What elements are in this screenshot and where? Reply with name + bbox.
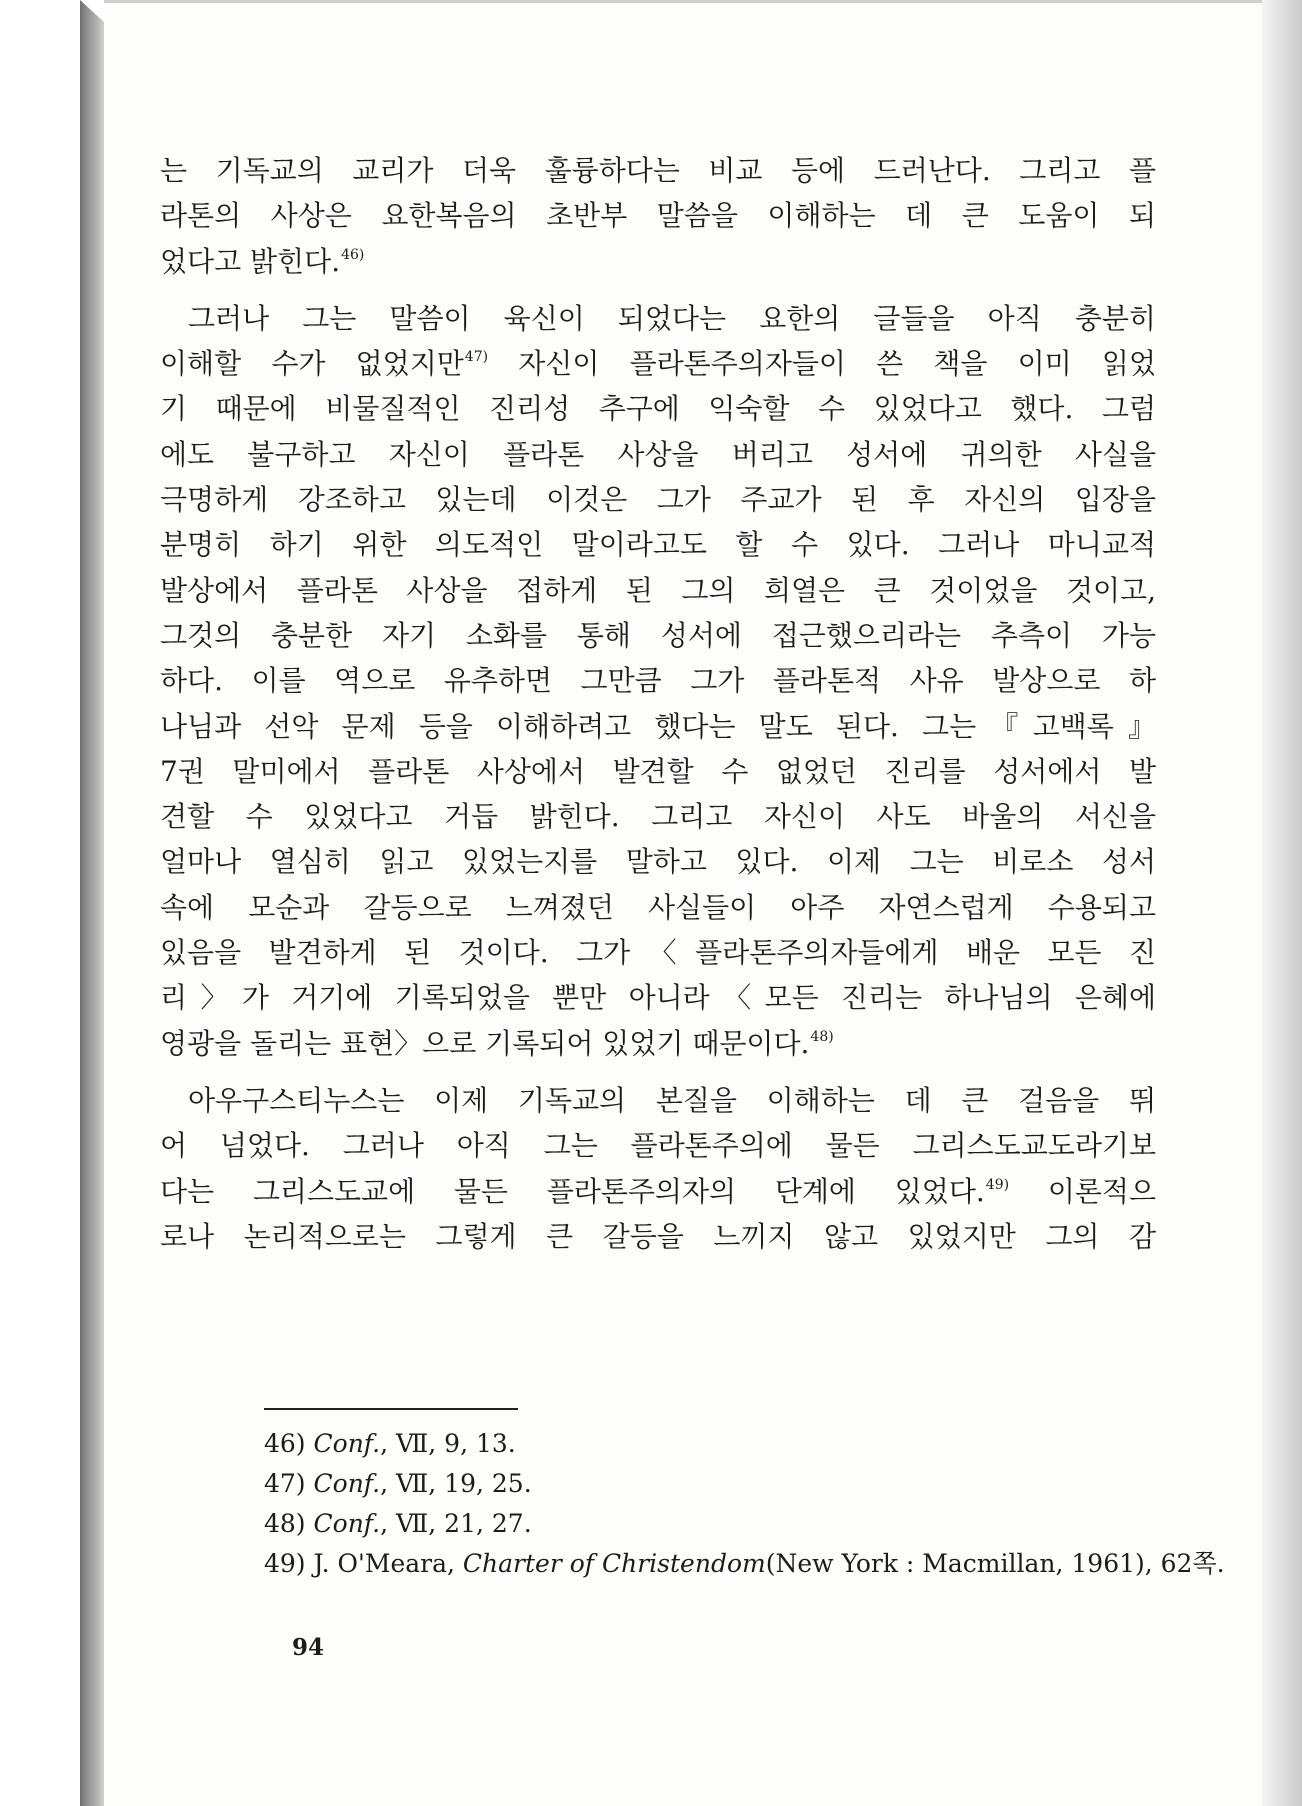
footnote-separator xyxy=(264,1408,518,1410)
footnote-49 xyxy=(264,1544,1225,1584)
footnote-title: Conf. xyxy=(313,1469,381,1498)
book-spine-edge xyxy=(80,0,104,1806)
footnote-46 xyxy=(264,1424,1164,1464)
footnote-number: 48) xyxy=(264,1509,306,1538)
paragraph-gap xyxy=(160,1066,1156,1078)
text-line xyxy=(160,341,1156,386)
footnote-ref-48[interactable]: 48) xyxy=(810,1028,834,1045)
footnote-number: 47) xyxy=(264,1469,306,1498)
book-spine-corner xyxy=(80,0,104,22)
text-line: 극명하게 강조하고 있는데 이것은 그가 주교가 된 후 자신의 입장을 xyxy=(160,483,1156,517)
footnote-ref-47[interactable]: 47) xyxy=(464,349,489,366)
paragraph-1 xyxy=(160,148,1156,284)
text-line: 에도 불구하고 자신이 플라톤 사상을 버리고 성서에 귀의한 사실을 xyxy=(160,437,1156,471)
paragraph-3 xyxy=(160,1078,1156,1259)
text-line: 아우구스티누스는 이제 기독교의 본질을 이해하는 데 큰 걸음을 뛰 xyxy=(188,1083,1156,1117)
footnote-rest: (New York : Macmillan, 1961), 62쪽. xyxy=(765,1549,1225,1578)
footnote-48 xyxy=(264,1504,1164,1544)
footnote-number: 49) xyxy=(264,1549,306,1578)
footnote-author: J. O'Meara, xyxy=(313,1549,463,1578)
text-line: 발상에서 플라톤 사상을 접하게 된 그의 희열은 큰 것이었을 것이고, xyxy=(160,573,1156,607)
text-line: 분명히 하기 위한 의도적인 말이라고도 할 수 있다. 그러나 마니교적 xyxy=(160,528,1156,562)
footnote-title: Charter of Christendom xyxy=(462,1549,766,1578)
text-line: 있음을 발견하게 된 것이다. 그가〈플라톤주의자들에게 배운 모든 진 xyxy=(160,936,1156,970)
text-line: 7권 말미에서 플라톤 사상에서 발견할 수 없었던 진리를 성서에서 발 xyxy=(160,754,1156,788)
line-text: 영광을 돌리는 표현〉으로 기록되어 있었기 때문이다. xyxy=(160,1026,810,1060)
page-number: 94 xyxy=(292,1634,325,1661)
paragraph-gap xyxy=(160,284,1156,296)
page-right-edge-shadow xyxy=(1262,0,1302,1806)
text-line: 속에 모순과 갈등으로 느껴졌던 사실들이 아주 자연스럽게 수용되고 xyxy=(160,890,1156,924)
paragraph-2 xyxy=(160,296,1156,1066)
text-line: 그것의 충분한 자기 소화를 통해 성서에 접근했으리라는 추측이 가능 xyxy=(160,618,1156,652)
text-line: 기 때문에 비물질적인 진리성 추구에 익숙할 수 있었다고 했다. 그럼 xyxy=(160,392,1156,426)
footnote-title: Conf. xyxy=(313,1509,381,1538)
footnote-ref-46[interactable]: 46) xyxy=(341,246,365,263)
text-line: 그러나 그는 말씀이 육신이 되었다는 요한의 글들을 아직 충분히 xyxy=(188,301,1156,335)
text-line: 리〉가 거기에 기록되었을 뿐만 아니라〈모든 진리는 하나님의 은혜에 xyxy=(160,981,1156,1015)
footnote-title: Conf. xyxy=(313,1429,381,1458)
footnote-rest: , Ⅶ, 19, 25. xyxy=(380,1469,532,1498)
text-line: 는 기독교의 교리가 더욱 훌륭하다는 비교 등에 드러난다. 그리고 플 xyxy=(160,154,1156,187)
text-line: 얼마나 열심히 읽고 있었는지를 말하고 있다. 이제 그는 비로소 성서 xyxy=(160,845,1156,879)
text-line xyxy=(160,1021,1156,1066)
footnote-47 xyxy=(264,1464,1164,1504)
line-text: 다는 그리스도교에 물든 플라톤주의자의 단계에 있었다. xyxy=(160,1174,985,1208)
text-line xyxy=(160,239,1156,284)
line-text-after: 자신이 플라톤주의자들이 쓴 책을 이미 읽었 xyxy=(488,347,1156,381)
footnote-rest: , Ⅶ, 21, 27. xyxy=(380,1509,532,1538)
text-line: 견할 수 있었다고 거듭 밝힌다. 그리고 자신이 사도 바울의 서신을 xyxy=(160,800,1156,834)
line-text: 이해할 수가 없었지만 xyxy=(160,347,464,381)
line-text-after: 이론적으 xyxy=(1009,1174,1157,1208)
footnote-number: 46) xyxy=(264,1429,306,1458)
footnotes xyxy=(264,1424,1225,1584)
footnote-ref-49[interactable]: 49) xyxy=(985,1176,1010,1193)
text-line: 나님과 선악 문제 등을 이해하려고 했다는 말도 된다. 그는『고백록』 xyxy=(160,709,1156,743)
line-text: 었다고 밝힌다. xyxy=(160,244,341,278)
text-line xyxy=(160,1169,1156,1214)
text-line: 로나 논리적으로는 그렇게 큰 갈등을 느끼지 않고 있었지만 그의 감 xyxy=(160,1219,1156,1253)
text-line: 어 넘었다. 그러나 아직 그는 플라톤주의에 물든 그리스도교도라기보 xyxy=(160,1129,1156,1163)
text-line: 라톤의 사상은 요한복음의 초반부 말씀을 이해하는 데 큰 도움이 되 xyxy=(160,199,1156,233)
footnote-rest: , Ⅶ, 9, 13. xyxy=(380,1429,516,1458)
text-line: 하다. 이를 역으로 유추하면 그만큼 그가 플라톤적 사유 발상으로 하 xyxy=(160,664,1156,698)
body-text xyxy=(160,148,1156,1259)
